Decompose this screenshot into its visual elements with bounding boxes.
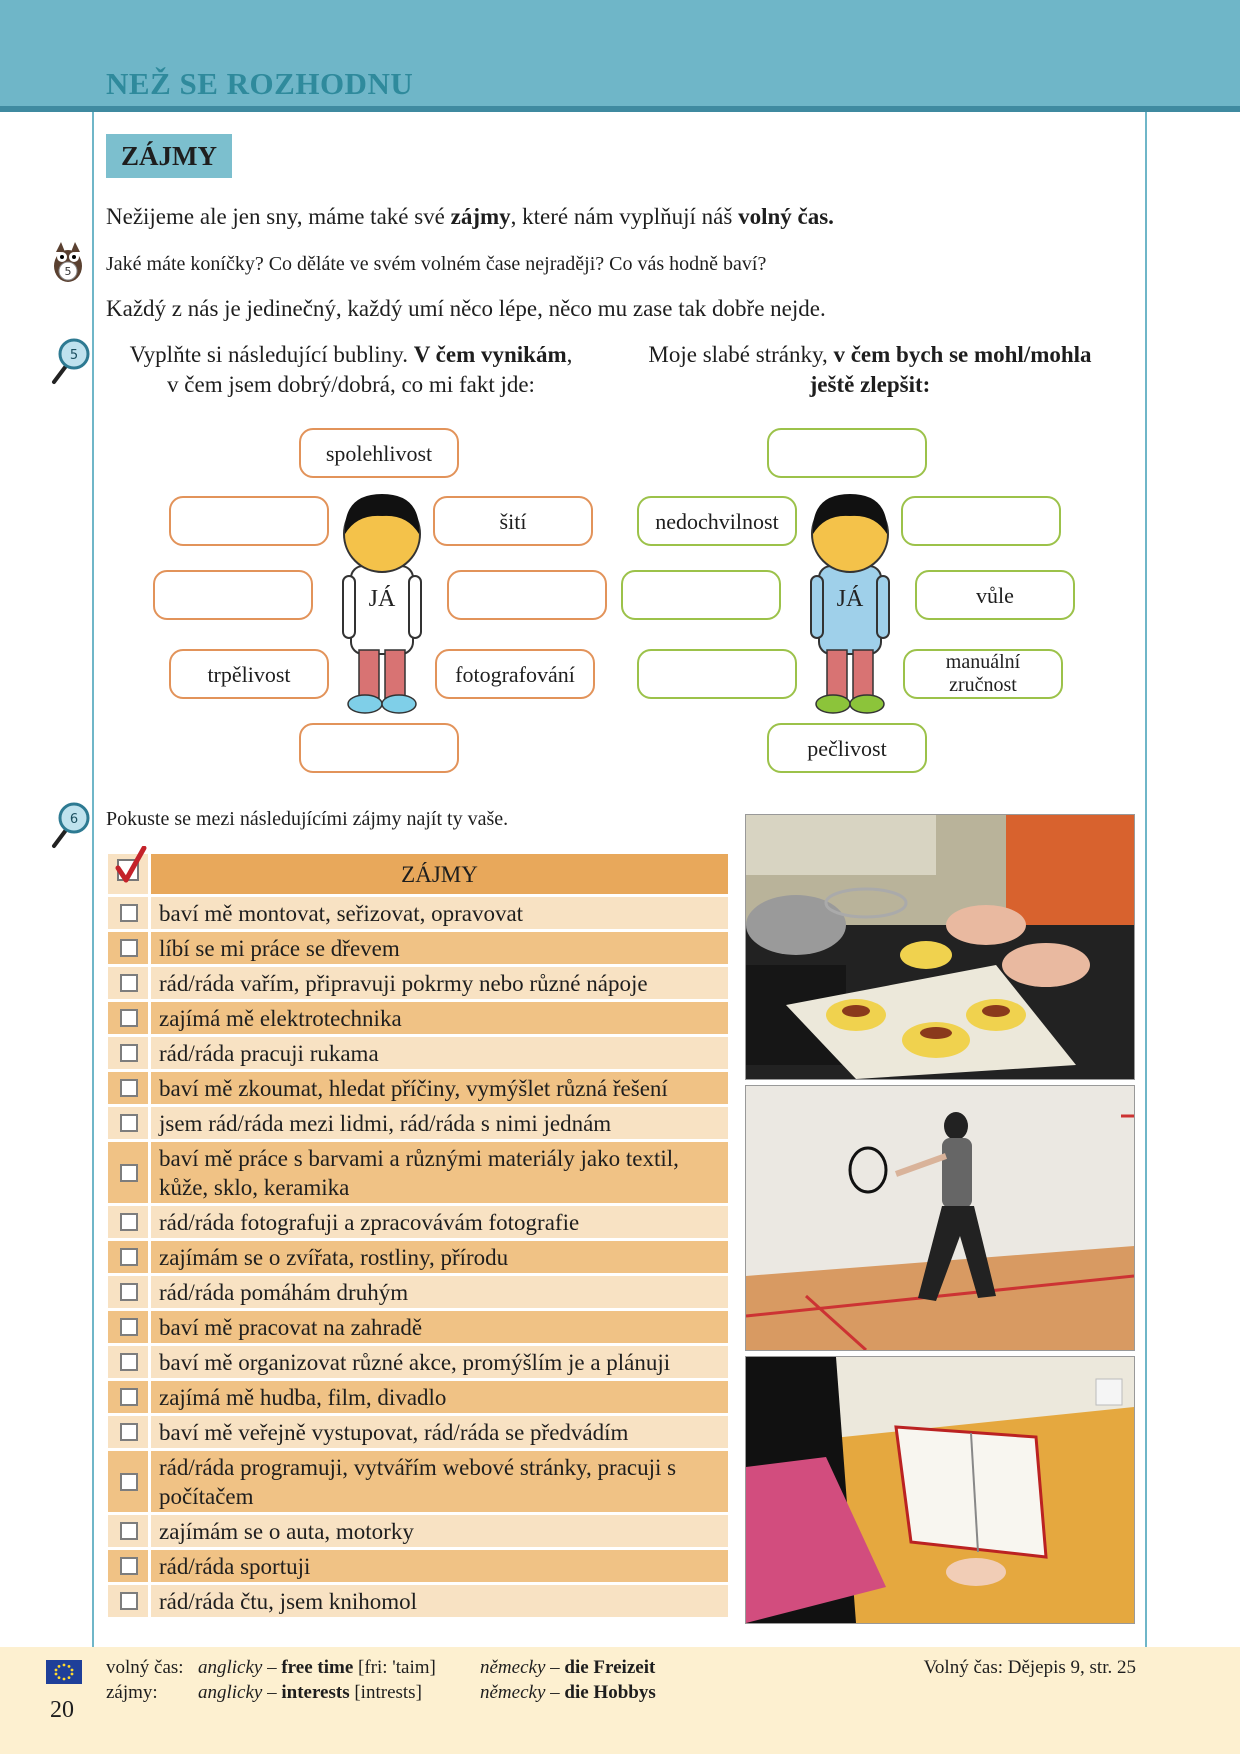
task5-right-instruction	[620, 340, 1120, 400]
interest-checkbox[interactable]	[120, 1079, 138, 1097]
table-row	[108, 1002, 728, 1034]
glossary-translation: die Hobbys	[564, 1682, 656, 1703]
task5-number: 5	[69, 348, 79, 363]
magnifier-icon	[44, 800, 94, 854]
task5-left-text: Vyplňte si následující bubliny.	[129, 342, 414, 367]
page-number: 20	[50, 1697, 74, 1723]
table-row	[108, 1311, 728, 1343]
glossary-lang-label: anglicky	[198, 1657, 263, 1678]
strength-bubble[interactable]: fotografování	[435, 649, 595, 699]
interest-label: zajímám se o auta, motorky	[151, 1515, 728, 1547]
checkbox-cell	[108, 897, 148, 929]
section-title: NEŽ SE ROZHODNU	[106, 66, 414, 101]
photo-squash	[745, 1085, 1135, 1351]
interest-label: baví mě pracovat na zahradě	[151, 1311, 728, 1343]
question-text: Jaké máte koníčky? Co děláte ve svém volném čase nejraději? Co vás hodně baví?	[106, 253, 767, 275]
checkbox-cell	[108, 1311, 148, 1343]
weakness-bubble[interactable]: nedochvilnost	[637, 496, 797, 546]
interest-checkbox[interactable]	[120, 1009, 138, 1027]
interest-label: jsem rád/ráda mezi lidmi, rád/ráda s nimi jednám	[151, 1107, 728, 1139]
glossary-lang-label: německy	[480, 1657, 546, 1678]
interest-checkbox[interactable]	[120, 1044, 138, 1062]
checkbox-cell	[108, 1515, 148, 1547]
table-row	[108, 1037, 728, 1069]
interest-label: baví mě zkoumat, hledat příčiny, vymýšlet různá řešení	[151, 1072, 728, 1104]
glossary-translation: free time	[281, 1657, 354, 1678]
cross-reference: Volný čas: Dějepis 9, str. 25	[923, 1657, 1136, 1678]
checkbox-cell	[108, 1276, 148, 1308]
interest-label: zajímám se o zvířata, rostliny, přírodu	[151, 1241, 728, 1273]
interest-label: líbí se mi práce se dřevem	[151, 932, 728, 964]
intro-text: , které nám vyplňují náš	[510, 204, 739, 229]
figure-me-weaknesses	[805, 490, 895, 715]
table-row	[108, 1241, 728, 1273]
checkbox-cell	[108, 1346, 148, 1378]
glossary-dash: –	[267, 1657, 277, 1678]
weakness-bubble[interactable]: vůle	[915, 570, 1075, 620]
table-row	[108, 1107, 728, 1139]
interest-label: rád/ráda pracuji rukama	[151, 1037, 728, 1069]
task5-right-text: Moje slabé stránky,	[648, 342, 834, 367]
interest-label: baví mě montovat, seřizovat, opravovat	[151, 897, 728, 929]
task5-left-instruction	[106, 340, 596, 400]
task5-right-bold: ještě zlepšit:	[809, 372, 931, 397]
checkbox-cell	[108, 1142, 148, 1203]
interest-checkbox[interactable]	[120, 1557, 138, 1575]
interest-checkbox[interactable]	[120, 1388, 138, 1406]
interest-label: baví mě organizovat různé akce, promýšlím je a plánuji	[151, 1346, 728, 1378]
table-row	[108, 1072, 728, 1104]
interest-checkbox[interactable]	[120, 1213, 138, 1231]
weakness-bubble[interactable]	[901, 496, 1061, 546]
interest-label: zajímá mě elektrotechnika	[151, 1002, 728, 1034]
interest-checkbox[interactable]	[120, 1164, 138, 1182]
checkbox-cell	[108, 1107, 148, 1139]
strength-bubble[interactable]	[169, 496, 329, 546]
checkbox-cell	[108, 1241, 148, 1273]
checkbox-cell	[108, 1002, 148, 1034]
glossary-german	[480, 1656, 655, 1680]
squash-image	[746, 1086, 1134, 1350]
checkbox-cell	[108, 1416, 148, 1448]
task5-left-text: ,	[566, 342, 573, 367]
table-row	[108, 1276, 728, 1308]
checkbox-cell	[108, 1381, 148, 1413]
task6-number: 6	[69, 812, 79, 827]
header-divider	[0, 106, 1240, 112]
glossary-english	[198, 1681, 422, 1705]
intro-bold-zajmy: zájmy	[450, 204, 511, 229]
interest-label: baví mě práce s barvami a různými materiály jako textil, kůže, sklo, keramika	[151, 1142, 728, 1203]
interest-checkbox[interactable]	[120, 939, 138, 957]
glossary-term: volný čas:	[106, 1657, 184, 1678]
strength-bubble[interactable]: spolehlivost	[299, 428, 459, 478]
strength-bubble[interactable]: trpělivost	[169, 649, 329, 699]
table-row	[108, 1451, 728, 1512]
owl-icon-number: 5	[64, 265, 72, 278]
table-row	[108, 1550, 728, 1582]
check-column-header	[108, 854, 148, 894]
intro-text: Nežijeme ale jen sny, máme také své	[106, 204, 451, 229]
glossary-dash: –	[267, 1682, 277, 1703]
table-row	[108, 1515, 728, 1547]
strength-bubble[interactable]	[299, 723, 459, 773]
table-row	[108, 1585, 728, 1617]
table-row	[108, 1381, 728, 1413]
strength-bubble[interactable]: šití	[433, 496, 593, 546]
checkbox-cell	[108, 932, 148, 964]
glossary-english	[198, 1656, 436, 1680]
owl-icon	[48, 240, 88, 284]
interest-checkbox[interactable]	[120, 904, 138, 922]
task6-instruction: Pokuste se mezi následujícími zájmy najít ty vaše.	[106, 808, 509, 830]
interest-label: rád/ráda čtu, jsem knihomol	[151, 1585, 728, 1617]
interest-checkbox[interactable]	[120, 1473, 138, 1491]
table-row	[108, 1346, 728, 1378]
page-heading: ZÁJMY	[106, 134, 232, 178]
figure-label: JÁ	[368, 586, 396, 612]
interest-checkbox[interactable]	[120, 1114, 138, 1132]
weakness-bubble[interactable]: pečlivost	[767, 723, 927, 773]
interest-label: rád/ráda pomáhám druhým	[151, 1276, 728, 1308]
table-header-label: ZÁJMY	[151, 854, 728, 894]
table-row	[108, 932, 728, 964]
uniqueness-text: Každý z nás je jedinečný, každý umí něco lépe, něco mu zase tak dobře nejde.	[106, 296, 826, 321]
glossary-pronunciation: [fri: 'taim]	[358, 1657, 436, 1678]
intro-bold-volny-cas: volný čas.	[738, 204, 834, 229]
checkbox-cell	[108, 1072, 148, 1104]
reading-image	[746, 1357, 1134, 1623]
interest-label: rád/ráda programuji, vytvářím webové stránky, pracuji s počítačem	[151, 1451, 728, 1512]
glossary-term: zájmy:	[106, 1682, 158, 1703]
glossary-dash: –	[550, 1657, 560, 1678]
checkbox-cell	[108, 1550, 148, 1582]
strength-bubble[interactable]	[153, 570, 313, 620]
glossary-translation: interests	[281, 1682, 350, 1703]
glossary-lang-label: anglicky	[198, 1682, 263, 1703]
weakness-bubble[interactable]	[637, 649, 797, 699]
glossary-translation: die Freizeit	[564, 1657, 656, 1678]
checkmark-icon	[112, 846, 148, 888]
task5-left-text: v čem jsem dobrý/dobrá, co mi fakt jde:	[167, 372, 535, 397]
cooking-image	[746, 815, 1134, 1079]
table-row	[108, 1142, 728, 1203]
interest-label: rád/ráda sportuji	[151, 1550, 728, 1582]
interest-label: baví mě veřejně vystupovat, rád/ráda se předvádím	[151, 1416, 728, 1448]
figure-me-strengths	[337, 490, 427, 715]
glossary-pronunciation: [intrests]	[354, 1682, 422, 1703]
photo-cooking	[745, 814, 1135, 1080]
eu-flag-icon	[46, 1660, 82, 1684]
strength-bubble[interactable]	[447, 570, 607, 620]
figure-label: JÁ	[836, 586, 864, 612]
glossary-dash: –	[550, 1682, 560, 1703]
task5-right-bold: v čem bych se mohl/mohla	[833, 342, 1092, 367]
interest-checkbox[interactable]	[120, 1592, 138, 1610]
interest-checkbox[interactable]	[120, 1248, 138, 1266]
interest-checkbox[interactable]	[120, 974, 138, 992]
weakness-bubble[interactable]: manuální zručnost	[903, 649, 1063, 699]
table-row	[108, 897, 728, 929]
glossary-lang-label: německy	[480, 1682, 546, 1703]
table-row	[108, 1416, 728, 1448]
interest-checkbox[interactable]	[120, 1283, 138, 1301]
interest-label: rád/ráda vařím, připravuji pokrmy nebo různé nápoje	[151, 967, 728, 999]
interest-label: rád/ráda fotografuji a zpracovávám fotografie	[151, 1206, 728, 1238]
interest-checkbox[interactable]	[120, 1522, 138, 1540]
interest-checkbox[interactable]	[120, 1353, 138, 1371]
interest-checkbox[interactable]	[120, 1318, 138, 1336]
weakness-bubble[interactable]	[621, 570, 781, 620]
checkbox-cell	[108, 1037, 148, 1069]
table-row	[108, 967, 728, 999]
interest-label: zajímá mě hudba, film, divadlo	[151, 1381, 728, 1413]
right-margin-rule	[1145, 112, 1147, 1647]
weakness-bubble[interactable]	[767, 428, 927, 478]
photo-reading	[745, 1356, 1135, 1624]
checkbox-cell	[108, 1206, 148, 1238]
magnifier-icon	[44, 336, 94, 390]
checkbox-cell	[108, 1585, 148, 1617]
intro-line	[106, 202, 1136, 232]
checkbox-cell	[108, 967, 148, 999]
interest-checkbox[interactable]	[120, 1423, 138, 1441]
checklist-header	[108, 854, 728, 894]
glossary-german	[480, 1681, 656, 1705]
task5-left-bold: V čem vynikám	[413, 342, 567, 367]
checkbox-cell	[108, 1451, 148, 1512]
table-row	[108, 1206, 728, 1238]
